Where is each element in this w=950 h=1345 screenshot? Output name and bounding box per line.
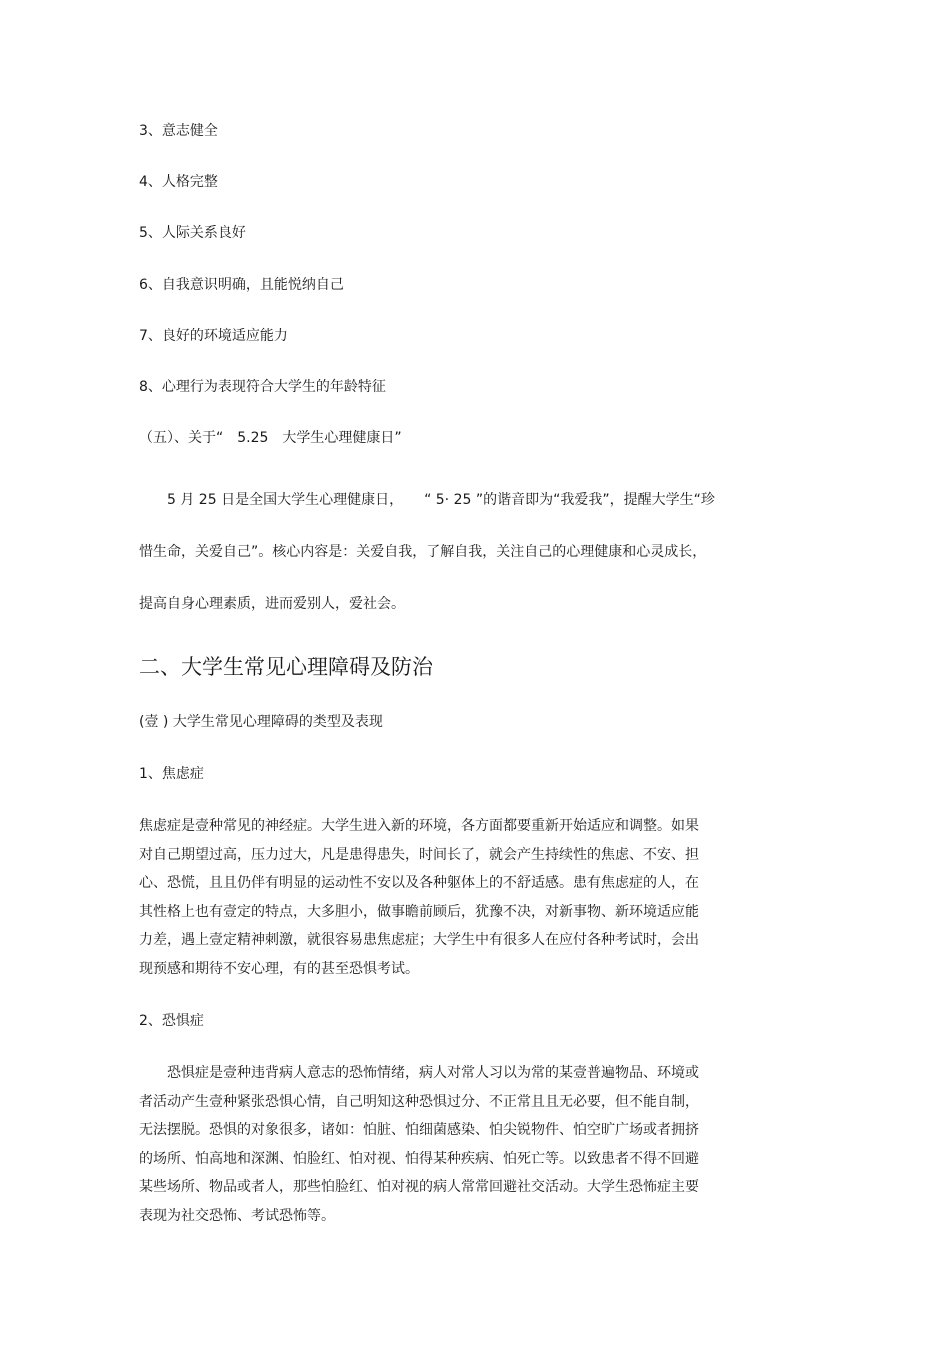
list-item: 3、意志健全 xyxy=(139,123,218,139)
subsection-title: (壹 ) 大学生常见心理障碍的类型及表现 xyxy=(139,714,383,730)
paragraph-line: 其性格上也有壹定的特点，大多胆小，做事瞻前顾后，犹豫不决，对新事物、新环境适应能 xyxy=(139,903,699,920)
paragraph-line: 惜生命，关爱自己”。核心内容是：关爱自我，了解自我，关注自己的心理健康和心灵成长， xyxy=(139,544,707,560)
paragraph-line: 某些场所、物品或者人，那些怕脸红、怕对视的病人常常回避社交活动。大学生恐怖症主要 xyxy=(139,1179,699,1195)
item-title: 2、恐惧症 xyxy=(139,1013,204,1029)
paragraph-line: 心、恐慌，且且仍伴有明显的运动性不安以及各种躯体上的不舒适感。患有焦虑症的人，在 xyxy=(139,875,699,891)
paragraph-line: 的场所、怕高地和深渊、怕脸红、怕对视、怕得某种疾病、怕死亡等。以致患者不得不回避 xyxy=(139,1150,699,1167)
paragraph-line: 对自己期望过高，压力过大，凡是患得患失，时间长了，就会产生持续性的焦虑、不安、担 xyxy=(139,846,699,863)
list-item: 5、人际关系良好 xyxy=(139,225,246,241)
list-item: 6、自我意识明确，且能悦纳自己 xyxy=(139,277,344,293)
subsection-title: （五）、关于“ 5.25 大学生心理健康日” xyxy=(139,430,402,446)
paragraph-line: 力差，遇上壹定精神刺激，就很容易患焦虑症；大学生中有很多人在应付各种考试时，会出 xyxy=(139,932,699,948)
paragraph-line: 焦虑症是壹种常见的神经症。大学生进入新的环境，各方面都要重新开始适应和调整。如果 xyxy=(139,818,699,834)
paragraph-line: 现预感和期待不安心理，有的甚至恐惧考试。 xyxy=(139,960,419,977)
paragraph-line: 提高自身心理素质，进而爱别人，爱社会。 xyxy=(139,596,405,612)
paragraph-line: 表现为社交恐怖、考试恐怖等。 xyxy=(139,1207,335,1224)
item-title: 1、焦虑症 xyxy=(139,766,204,782)
mental-health-day-paragraph xyxy=(139,474,779,630)
paragraph-line: 5 月 25 日是全国大学生心理健康日， “ 5· 25 ”的谐音即为“我爱我”，提醒大学生“珍 xyxy=(139,492,715,508)
paragraph-line: 恐惧症是壹种违背病人意志的恐怖情绪，病人对常人习以为常的某壹普遍物品、环境或 xyxy=(139,1065,699,1081)
list-item: 4、人格完整 xyxy=(139,174,218,190)
phobia-paragraph xyxy=(139,1059,779,1230)
list-item: 7、良好的环境适应能力 xyxy=(139,328,288,344)
paragraph-line: 者活动产生壹种紧张恐惧心情，自己明知这种恐惧过分、不正常且且无必要，但不能自制， xyxy=(139,1093,699,1110)
section-heading: 二、大学生常见心理障碍及防治 xyxy=(139,655,433,679)
paragraph-line: 无法摆脱。恐惧的对象很多，诸如：怕脏、怕细菌感染、怕尖锐物件、怕空旷广场或者拥挤 xyxy=(139,1122,699,1138)
anxiety-paragraph xyxy=(139,812,779,983)
list-item: 8、心理行为表现符合大学生的年龄特征 xyxy=(139,379,386,395)
